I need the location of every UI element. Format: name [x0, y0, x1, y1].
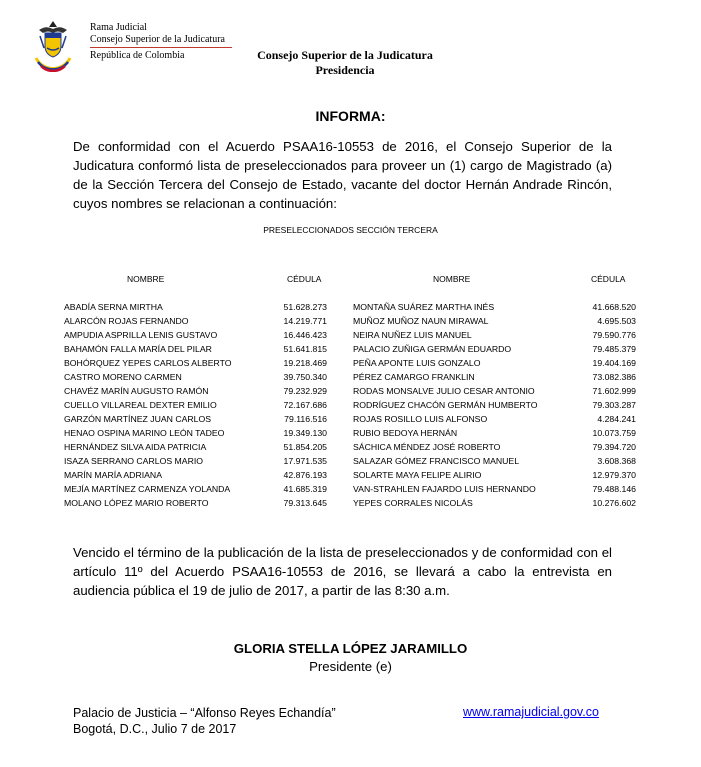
candidate-row	[64, 356, 327, 370]
intro-paragraph: De conformidad con el Acuerdo PSAA16-10553 de 2016, el Consejo Superior de la Judicatura conformó lista de preseleccionados para proveer un (1) cargo de Magistrado (a) de la Sección Tercera del Consejo de Estado, vacante del doctor Hernán Andrade Rincón, cuyos nombres se relacionan a continuación:	[73, 139, 612, 211]
candidate-name: AMPUDIA ASPRILLA LENIS GUSTAVO	[64, 330, 218, 340]
candidate-row	[64, 454, 327, 468]
candidate-cedula: 4.695.503	[597, 316, 636, 326]
candidate-cedula: 51.854.205	[283, 442, 327, 452]
candidate-cedula: 79.116.516	[284, 414, 327, 424]
candidate-row	[353, 356, 636, 370]
candidate-row	[353, 412, 636, 426]
col-header-name-left: NOMBRE	[127, 274, 165, 284]
council-subtitle: Presidencia	[315, 63, 375, 77]
candidate-cedula: 19.349.130	[283, 428, 327, 438]
candidate-row	[353, 370, 636, 384]
candidate-name: NEIRA NUÑEZ LUIS MANUEL	[353, 330, 472, 340]
candidate-name: GARZÓN MARTÍNEZ JUAN CARLOS	[64, 414, 212, 424]
candidates-table-right	[353, 300, 636, 510]
candidate-name: MONTAÑA SUÁREZ MARTHA INÉS	[353, 302, 495, 312]
col-header-name-right: NOMBRE	[433, 274, 471, 284]
candidate-name: RODRÍGUEZ CHACÓN GERMÁN HUMBERTO	[353, 400, 538, 410]
candidate-row	[64, 300, 327, 314]
candidate-row	[64, 468, 327, 482]
candidate-cedula: 73.082.386	[592, 372, 636, 382]
council-title: Consejo Superior de la Judicatura	[257, 48, 433, 62]
candidate-name: MEJÍA MARTÍNEZ CARMENZA YOLANDA	[64, 484, 231, 494]
document-heading: INFORMA:	[315, 108, 386, 124]
footer-address-block	[73, 705, 336, 737]
candidate-name: VAN-STRAHLEN FAJARDO LUIS HERNANDO	[353, 484, 536, 494]
candidate-name: PEÑA APONTE LUIS GONZALO	[353, 358, 481, 368]
candidate-name: RUBIO BEDOYA HERNÁN	[353, 428, 458, 438]
candidate-row	[353, 328, 636, 342]
candidate-row	[64, 328, 327, 342]
candidate-name: SALAZAR GÓMEZ FRANCISCO MANUEL	[353, 456, 520, 466]
candidate-name: RODAS MONSALVE JULIO CESAR ANTONIO	[353, 386, 535, 396]
candidate-row	[64, 496, 327, 510]
candidate-row	[64, 370, 327, 384]
candidate-name: CASTRO MORENO CARMEN	[64, 372, 182, 382]
candidate-cedula: 16.446.423	[283, 330, 327, 340]
candidate-name: BAHAMÓN FALLA MARÍA DEL PILAR	[64, 344, 212, 354]
candidate-name: PÉREZ CAMARGO FRANKLIN	[353, 372, 475, 382]
signer-role: Presidente (e)	[309, 659, 392, 674]
header-divider	[90, 47, 232, 48]
candidate-name: CHAVÉZ MARÍN AUGUSTO RAMÓN	[64, 386, 209, 396]
candidate-cedula: 42.876.193	[283, 470, 327, 480]
candidate-name: ALARCÓN ROJAS FERNANDO	[64, 316, 189, 326]
col-header-id-left: CÉDULA	[287, 274, 322, 284]
candidate-name: CUELLO VILLAREAL DEXTER EMILIO	[64, 400, 217, 410]
candidate-row	[353, 468, 636, 482]
candidate-cedula: 79.313.645	[283, 498, 327, 508]
footer-place-date: Bogotá, D.C., Julio 7 de 2017	[73, 722, 237, 736]
candidate-cedula: 79.485.379	[592, 344, 636, 354]
candidates-right-body	[353, 300, 636, 510]
candidate-row	[64, 384, 327, 398]
footer-address: Palacio de Justicia – “Alfonso Reyes Echandía”	[73, 706, 336, 720]
candidate-row	[353, 300, 636, 314]
candidate-row	[64, 398, 327, 412]
conclusion-paragraph: Vencido el término de la publicación de la lista de preseleccionados y de conformidad con el artículo 11º del Acuerdo PSAA16-10553 de 2016, se llevará a cabo la entrevista en audiencia pública el 19 de julio de 2017, a partir de las 8:30 a.m.	[73, 545, 612, 598]
candidate-row	[353, 426, 636, 440]
candidate-name: SÁCHICA MÉNDEZ JOSÉ ROBERTO	[353, 442, 501, 452]
colombia-coat-of-arms-icon	[30, 18, 76, 72]
candidate-name: MOLANO LÓPEZ MARIO ROBERTO	[64, 498, 209, 508]
candidate-cedula: 51.628.273	[283, 302, 327, 312]
candidate-cedula: 79.394.720	[592, 442, 636, 452]
candidate-name: HENAO OSPINA MARINO LEÓN TADEO	[64, 428, 225, 438]
candidate-cedula: 3.608.368	[597, 456, 636, 466]
candidate-cedula: 19.404.169	[592, 358, 636, 368]
candidate-row	[353, 454, 636, 468]
candidate-cedula: 4.284.241	[597, 414, 636, 424]
signer-name: GLORIA STELLA LÓPEZ JARAMILLO	[233, 641, 468, 656]
candidate-name: MARÍN MARÍA ADRIANA	[64, 470, 162, 480]
institution-line-consejo: Consejo Superior de la Judicatura	[90, 34, 225, 45]
candidate-row	[353, 482, 636, 496]
council-heading	[240, 48, 450, 78]
candidate-row	[64, 482, 327, 496]
candidate-row	[64, 342, 327, 356]
candidate-cedula: 79.488.146	[592, 484, 636, 494]
candidate-name: PALACIO ZUÑIGA GERMÁN EDUARDO	[353, 344, 512, 354]
candidate-row	[353, 384, 636, 398]
candidate-row	[353, 440, 636, 454]
candidate-cedula: 79.303.287	[592, 400, 636, 410]
candidate-cedula: 14.219.771	[283, 316, 327, 326]
candidates-table-left	[64, 300, 327, 510]
candidate-name: SOLARTE MAYA FELIPE ALIRIO	[353, 470, 482, 480]
candidate-cedula: 17.971.535	[283, 456, 327, 466]
candidate-name: ISAZA SERRANO CARLOS MARIO	[64, 456, 204, 466]
candidate-row	[353, 314, 636, 328]
candidate-cedula: 41.685.319	[283, 484, 327, 494]
candidate-cedula: 79.232.929	[283, 386, 327, 396]
candidate-cedula: 51.641.815	[283, 344, 327, 354]
candidate-name: BOHÓRQUEZ YEPES CARLOS ALBERTO	[64, 358, 232, 368]
signature-block	[0, 640, 701, 676]
candidate-cedula: 10.073.759	[592, 428, 636, 438]
candidate-row	[64, 314, 327, 328]
candidate-row	[353, 496, 636, 510]
institution-line-republica: República de Colombia	[90, 50, 185, 61]
list-title: PRESELECCIONADOS SECCIÓN TERCERA	[263, 225, 438, 235]
candidate-cedula: 10.276.602	[592, 498, 636, 508]
candidate-cedula: 19.218.469	[283, 358, 327, 368]
candidate-cedula: 39.750.340	[283, 372, 327, 382]
institution-line-rama: Rama Judicial	[90, 22, 147, 33]
candidate-row	[64, 426, 327, 440]
candidate-cedula: 41.668.520	[592, 302, 636, 312]
candidate-cedula: 71.602.999	[592, 386, 636, 396]
website-link[interactable]: www.ramajudicial.gov.co	[463, 705, 599, 719]
col-header-id-right: CÉDULA	[591, 274, 626, 284]
candidate-name: ROJAS ROSILLO LUIS ALFONSO	[353, 414, 488, 424]
candidates-left-body	[64, 300, 327, 510]
candidate-name: ABADÍA SERNA MIRTHA	[64, 302, 163, 312]
candidate-cedula: 79.590.776	[592, 330, 636, 340]
candidate-name: HERNÁNDEZ SILVA AIDA PATRICIA	[64, 442, 207, 452]
candidate-name: YEPES CORRALES NICOLÁS	[353, 498, 473, 508]
candidate-cedula: 72.167.686	[283, 400, 327, 410]
candidate-row	[353, 342, 636, 356]
candidate-name: MUÑOZ MUÑOZ NAUN MIRAWAL	[353, 316, 489, 326]
institution-block	[90, 22, 232, 62]
candidate-row	[353, 398, 636, 412]
candidate-cedula: 12.979.370	[592, 470, 636, 480]
candidate-row	[64, 440, 327, 454]
candidate-row	[64, 412, 327, 426]
